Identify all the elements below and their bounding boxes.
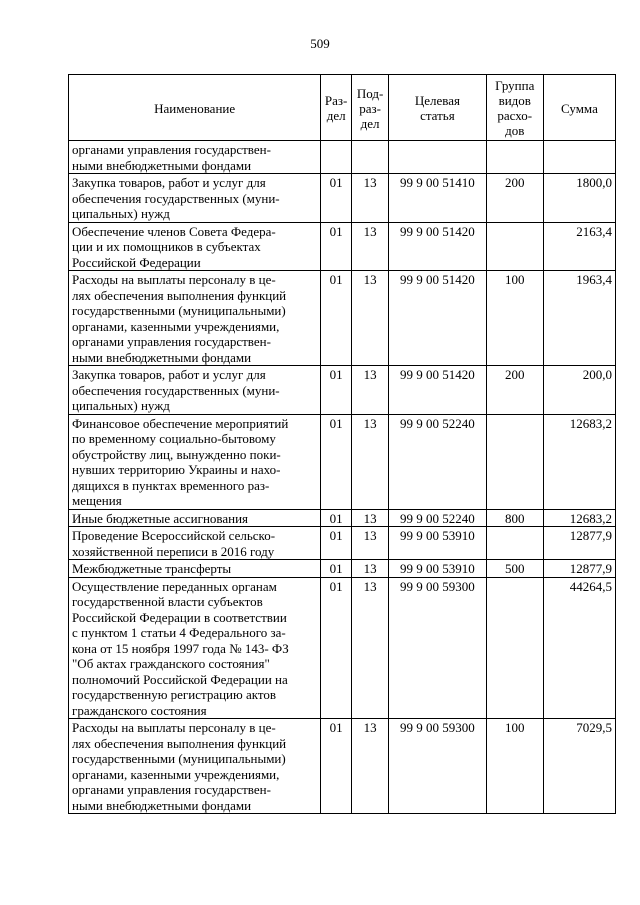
cell-section: 01: [321, 366, 352, 415]
cell-group: [486, 527, 543, 560]
cell-article: 99 9 00 52240: [389, 414, 487, 509]
table-row: [69, 577, 616, 719]
cell-article: 99 9 00 52240: [389, 509, 487, 527]
cell-sum: 44264,5: [543, 577, 615, 719]
table-row: [69, 222, 616, 271]
cell-article: 99 9 00 59300: [389, 577, 487, 719]
cell-section: 01: [321, 577, 352, 719]
cell-section: 01: [321, 509, 352, 527]
cell-name: Иные бюджетные ассигнования: [69, 509, 321, 527]
cell-section: 01: [321, 271, 352, 366]
cell-section: 01: [321, 414, 352, 509]
header-name-label: Наименование: [154, 100, 236, 116]
cell-subsection: 13: [352, 509, 389, 527]
cell-sum: 200,0: [543, 366, 615, 415]
cell-name: Расходы на выплаты персоналу в це- лях обеспечения выполнения функций государственными (муниципальными) органами, казенными учреждениями, органами управления государствен- ными внебюджетными фондами: [69, 719, 321, 814]
cell-group: 200: [486, 174, 543, 223]
cell-name: Межбюджетные трансферты: [69, 560, 321, 578]
cell-article: 99 9 00 51410: [389, 174, 487, 223]
cell-subsection: [352, 141, 389, 174]
header-sum: [543, 75, 615, 141]
cell-group: [486, 222, 543, 271]
cell-section: [321, 141, 352, 174]
cell-name: Проведение Всероссийской сельско- хозяйственной переписи в 2016 году: [69, 527, 321, 560]
table-row: [69, 527, 616, 560]
cell-sum: [543, 141, 615, 174]
header-subsection-label: Под- раз- дел: [356, 85, 384, 131]
cell-group: 200: [486, 366, 543, 415]
cell-article: [389, 141, 487, 174]
cell-subsection: 13: [352, 366, 389, 415]
header-group-label: Группа видов расхо- дов: [495, 78, 535, 138]
cell-name: Обеспечение членов Совета Федера- ции и их помощников в субъектах Российской Федерации: [69, 222, 321, 271]
cell-subsection: 13: [352, 174, 389, 223]
header-name: [69, 75, 321, 141]
table-row: [69, 719, 616, 814]
header-article-label: Целевая статья: [414, 93, 460, 123]
cell-sum: 1800,0: [543, 174, 615, 223]
page-number: 509: [310, 36, 330, 51]
cell-subsection: 13: [352, 527, 389, 560]
table-row: [69, 560, 616, 578]
cell-group: [486, 141, 543, 174]
cell-group: 100: [486, 271, 543, 366]
cell-section: 01: [321, 560, 352, 578]
table-row: [69, 414, 616, 509]
table-row: [69, 366, 616, 415]
cell-name: органами управления государствен- ными внебюджетными фондами: [69, 141, 321, 174]
cell-subsection: 13: [352, 719, 389, 814]
cell-sum: 2163,4: [543, 222, 615, 271]
cell-group: 800: [486, 509, 543, 527]
header-section-label: Раз- дел: [324, 93, 348, 123]
cell-section: 01: [321, 174, 352, 223]
cell-article: 99 9 00 59300: [389, 719, 487, 814]
cell-subsection: 13: [352, 577, 389, 719]
cell-name: Расходы на выплаты персоналу в це- лях обеспечения выполнения функций государственными (муниципальными) органами, казенными учреждениями, органами управления государствен- ными внебюджетными фондами: [69, 271, 321, 366]
budget-table: [68, 74, 616, 814]
table-row: [69, 509, 616, 527]
cell-sum: 12877,9: [543, 527, 615, 560]
cell-name: Закупка товаров, работ и услуг для обеспечения государственных (муни- ципальных) нужд: [69, 366, 321, 415]
table-row: [69, 271, 616, 366]
header-article: [389, 75, 487, 141]
cell-section: 01: [321, 527, 352, 560]
cell-subsection: 13: [352, 414, 389, 509]
table-row: [69, 141, 616, 174]
cell-subsection: 13: [352, 222, 389, 271]
cell-article: 99 9 00 51420: [389, 222, 487, 271]
cell-name: Осуществление переданных органам государственной власти субъектов Российской Федерации в соответствии с пунктом 1 статьи 4 Федерального за- кона от 15 ноября 1997 года № 143- ФЗ "Об актах гражданского состояния" полномочий Российской Федерации на государственную регистрацию актов гражданского состояния: [69, 577, 321, 719]
cell-section: 01: [321, 222, 352, 271]
header-section: [321, 75, 352, 141]
table-body: [69, 141, 616, 814]
header-sum-label: Сумма: [561, 100, 598, 116]
cell-article: 99 9 00 51420: [389, 271, 487, 366]
header-subsection: [352, 75, 389, 141]
header-group: [486, 75, 543, 141]
cell-group: [486, 414, 543, 509]
cell-article: 99 9 00 51420: [389, 366, 487, 415]
cell-sum: 1963,4: [543, 271, 615, 366]
table-row: [69, 174, 616, 223]
cell-article: 99 9 00 53910: [389, 527, 487, 560]
cell-section: 01: [321, 719, 352, 814]
cell-sum: 12683,2: [543, 414, 615, 509]
cell-sum: 7029,5: [543, 719, 615, 814]
cell-article: 99 9 00 53910: [389, 560, 487, 578]
cell-subsection: 13: [352, 560, 389, 578]
cell-group: 500: [486, 560, 543, 578]
cell-name: Закупка товаров, работ и услуг для обеспечения государственных (муни- ципальных) нужд: [69, 174, 321, 223]
cell-subsection: 13: [352, 271, 389, 366]
cell-sum: 12877,9: [543, 560, 615, 578]
cell-group: 100: [486, 719, 543, 814]
cell-group: [486, 577, 543, 719]
cell-sum: 12683,2: [543, 509, 615, 527]
table-header-row: [69, 75, 616, 141]
cell-name: Финансовое обеспечение мероприятий по временному социально-бытовому обустройству лиц, вынужденно поки- нувших территорию Украины и нахо- дящихся в пунктах временного раз- мещения: [69, 414, 321, 509]
